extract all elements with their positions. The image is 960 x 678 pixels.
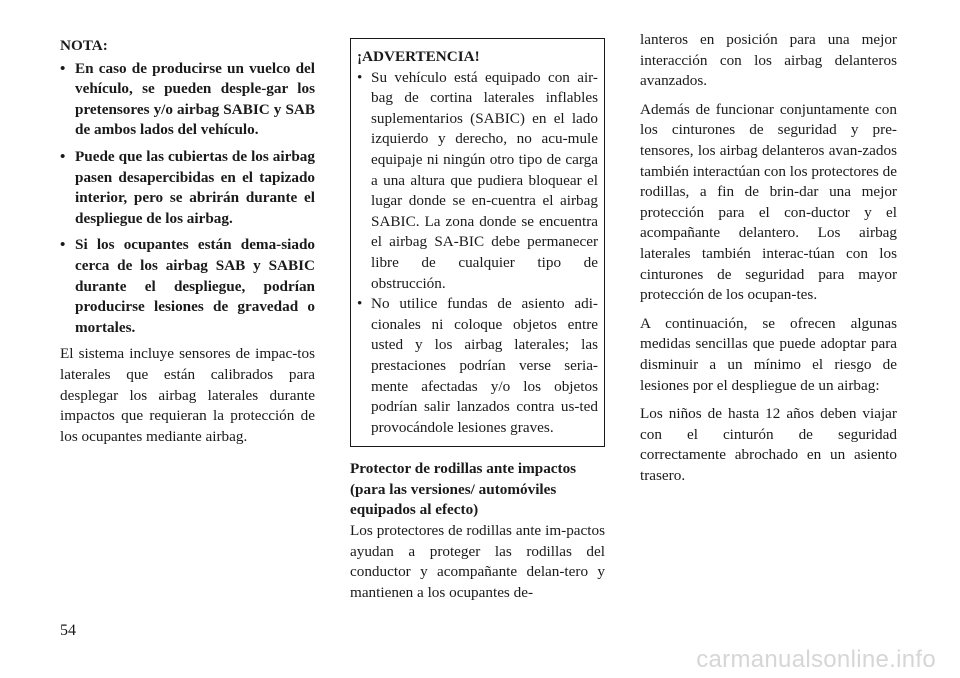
paragraph-children: Los niños de hasta 12 años deben viajar con el cinturón de seguridad correctamente abrochado en un asiento trasero. bbox=[640, 405, 897, 484]
left-column bbox=[60, 30, 315, 447]
warning-bullet-list bbox=[357, 68, 598, 439]
warning-title: ¡ADVERTENCIA! bbox=[357, 48, 480, 65]
warning-box bbox=[350, 38, 605, 447]
right-column bbox=[640, 30, 897, 494]
middle-column bbox=[350, 30, 605, 603]
nota-heading: NOTA: bbox=[60, 37, 108, 54]
page-number: 54 bbox=[60, 622, 76, 639]
nota-bullet-list bbox=[60, 59, 315, 339]
knee-airbag-paragraph: Los protectores de rodillas ante im-pactos ayudan a proteger las rodillas del conductor y acompañante delan-tero y mantienen a los ocupantes de- bbox=[350, 522, 605, 601]
knee-airbag-heading: Protector de rodillas ante impactos (para las versiones/ automóviles equipados al efecto) bbox=[350, 460, 577, 519]
paragraph-front-airbags: lanteros en posición para una mejor interacción con los airbag delanteros avanzados. bbox=[640, 31, 897, 90]
nota-bullet-occupants: • Si los ocupantes están dema-siado cerca de los airbag SAB y SABIC durante el despliegue, podrían producirse lesiones de gravedad o mortales. bbox=[60, 235, 315, 338]
warning-bullet-sabic: • Su vehículo está equipado con air-bag de cortina laterales inflables suplementarios (SABIC) en el lado izquierdo y derecho, no acu-mule equipaje ni ningún otro tipo de carga a una altura que pudiera bloquear el lugar donde se en-cuentra el airbag SABIC. La zona donde se encuentra el airbag SA-BIC debe permanecer libre de cualquier tipo de obstrucción. bbox=[357, 68, 598, 295]
watermark-text: carmanualsonline.info bbox=[696, 646, 936, 673]
paragraph-interaction: Además de funcionar conjuntamente con los cinturones de seguridad y pre-tensores, los airbag delanteros avan-zados también interactúan con los protectores de rodillas, a fin de brin-dar una mejor protección para el con-ductor y el acompañante delantero. Los airbag laterales también interac-túan con los cinturones de seguridad para mayor protección de los ocupan-tes. bbox=[640, 100, 897, 304]
nota-bullet-rollover: • En caso de producirse un vuelco del vehículo, se pueden desple-gar los pretensores y/o airbag SABIC y SAB de ambos lados del vehículo. bbox=[60, 59, 315, 141]
nota-bullet-covers: • Puede que las cubiertas de los airbag pasen desapercibidas en el tapizado interior, pero se abrirán durante el despliegue de los airbag. bbox=[60, 147, 315, 229]
paragraph-measures: A continuación, se ofrecen algunas medidas sencillas que puede adoptar para disminuir a un mínimo el riesgo de lesiones por el despliegue de un airbag: bbox=[640, 314, 897, 394]
warning-bullet-seat-covers: • No utilice fundas de asiento adi-cionales ni coloque objetos entre usted y los airbag laterales; las prestaciones podrían verse seria-mente afectadas y/o los objetos podrían salir lanzados contra us-ted provocándole lesiones graves. bbox=[357, 294, 598, 438]
system-paragraph: El sistema incluye sensores de impac-tos laterales que están calibrados para desplegar los airbag laterales durante impactos que requieran la protección de los ocupantes mediante airbag. bbox=[60, 345, 315, 445]
